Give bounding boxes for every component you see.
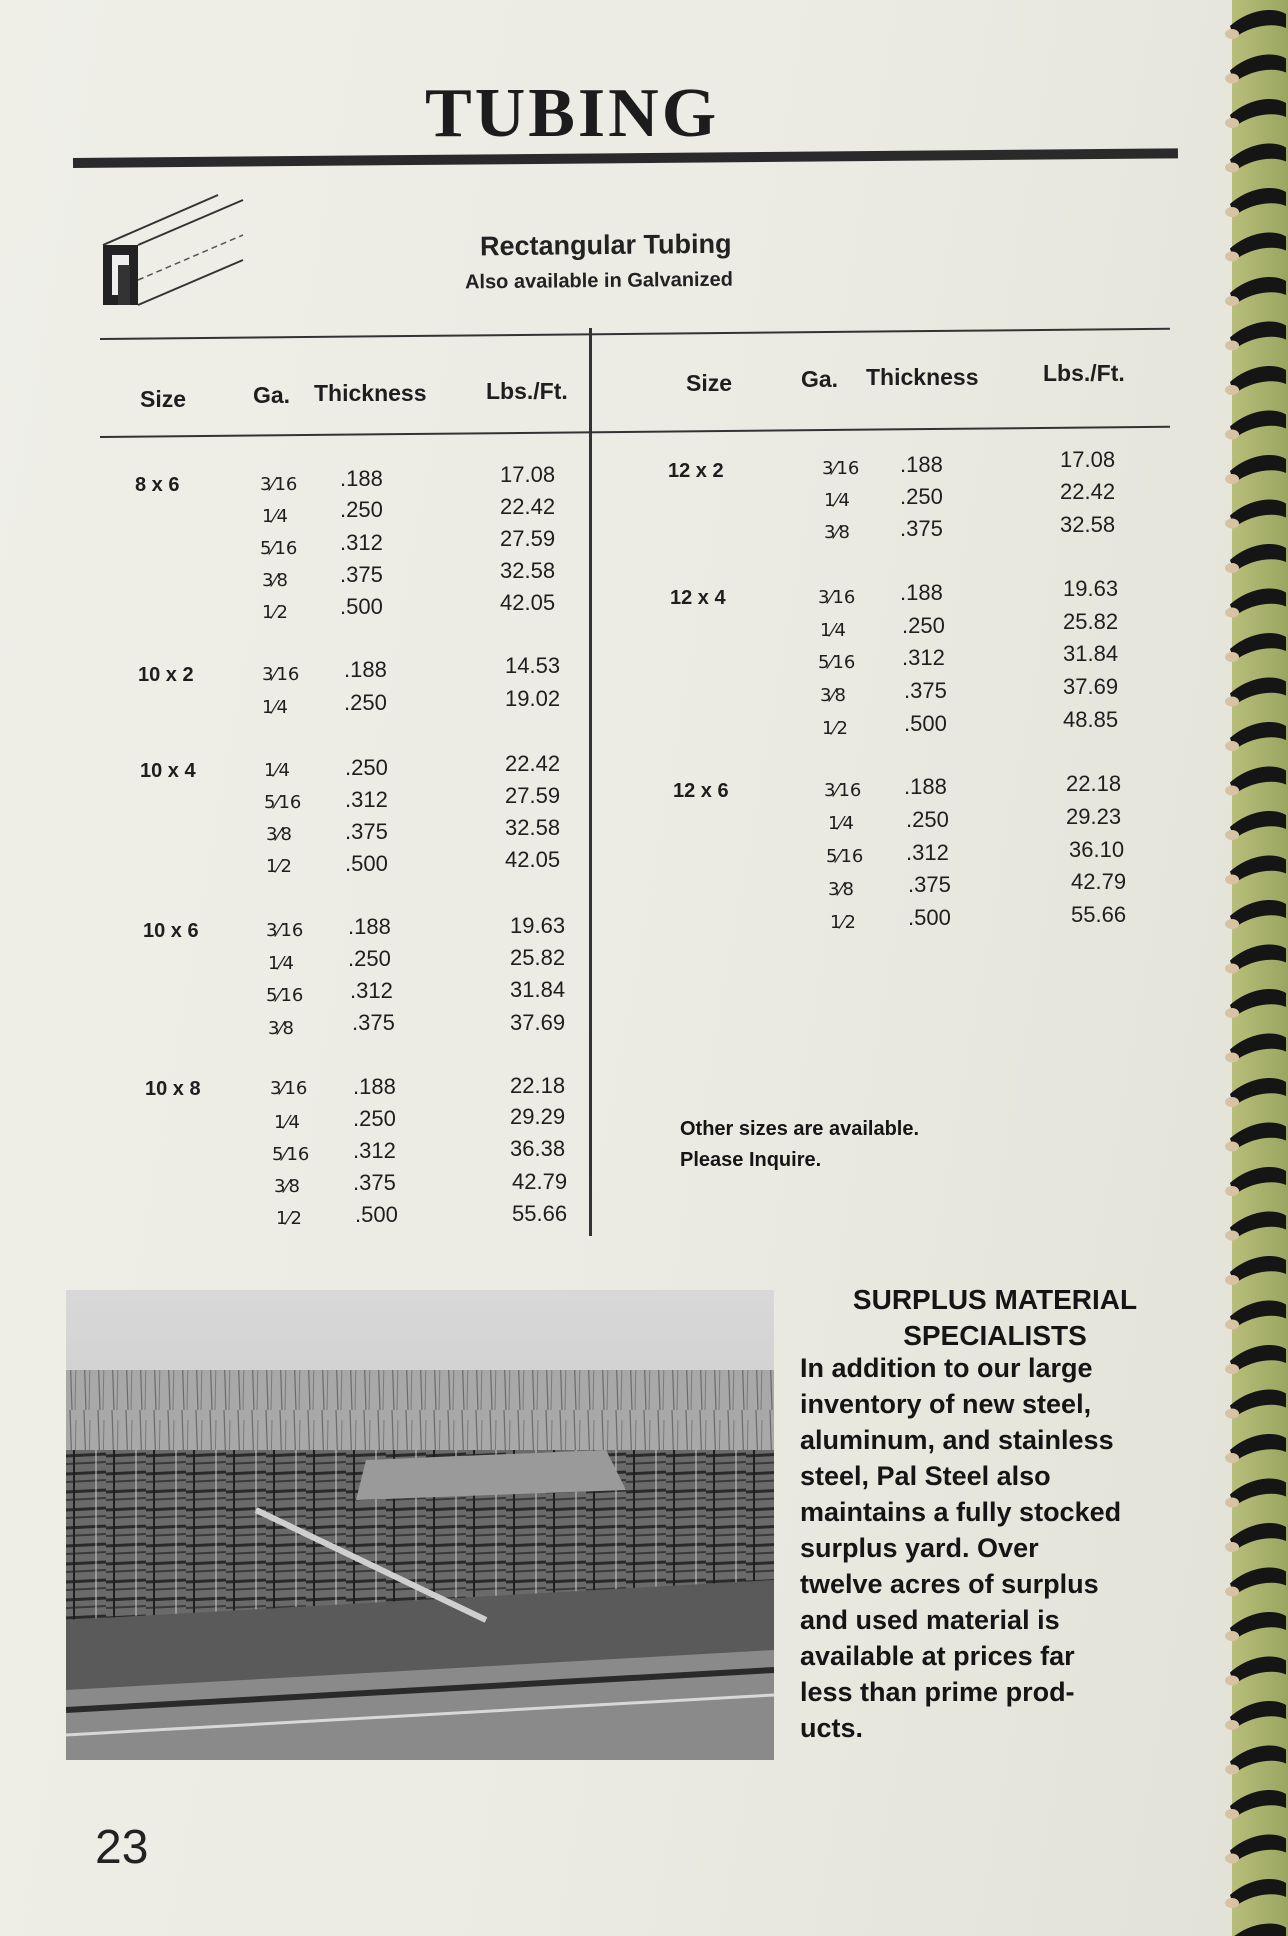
- thickness-value: .500: [340, 594, 383, 619]
- gauge-value: 3⁄8: [828, 879, 854, 900]
- binding-hole: [1225, 1854, 1239, 1864]
- surplus-heading: [790, 1282, 1200, 1354]
- binding-hole: [1225, 430, 1239, 440]
- binding-hole: [1225, 74, 1239, 84]
- surplus-heading-line: SPECIALISTS: [903, 1320, 1087, 1351]
- size-label: 12 x 2: [668, 460, 724, 482]
- thickness-value: .188: [904, 774, 947, 799]
- description-line: steel, Pal Steel also: [800, 1461, 1051, 1491]
- binding-hole: [1225, 1053, 1239, 1063]
- thickness-value: .375: [340, 562, 383, 587]
- binding-hole: [1225, 296, 1239, 306]
- weight-value: 37.69: [510, 1010, 566, 1035]
- weight-value: 22.42: [505, 751, 561, 776]
- thickness-value: .250: [348, 946, 391, 971]
- page-number: 23: [95, 1821, 149, 1874]
- thickness-value: .500: [908, 905, 951, 930]
- gauge-value: 5⁄16: [826, 846, 864, 867]
- gauge-value: 3⁄16: [260, 474, 298, 495]
- weight-value: 36.38: [510, 1136, 566, 1161]
- weight-value: 22.18: [510, 1073, 566, 1098]
- weight-value: 42.79: [1071, 869, 1127, 894]
- header-size-left: Size: [140, 386, 187, 412]
- binding-hole: [1225, 252, 1239, 262]
- binding-hole: [1225, 118, 1239, 128]
- binding-hole: [1225, 1809, 1239, 1819]
- weight-value: 36.10: [1069, 837, 1125, 862]
- thickness-value: .250: [353, 1106, 396, 1131]
- binding-hole: [1225, 1409, 1239, 1419]
- header-thickness-left: Thickness: [314, 380, 427, 406]
- inquire-line: Please Inquire.: [680, 1149, 822, 1171]
- weight-value: 32.58: [1060, 512, 1116, 537]
- gauge-value: 1⁄4: [820, 620, 846, 641]
- gauge-value: 3⁄8: [274, 1176, 300, 1197]
- weight-value: 22.18: [1066, 771, 1122, 796]
- thickness-value: .375: [352, 1010, 395, 1035]
- thickness-value: .250: [902, 613, 945, 638]
- weight-value: 22.42: [500, 494, 556, 519]
- weight-value: 55.66: [512, 1201, 568, 1226]
- gauge-value: 3⁄16: [822, 458, 860, 479]
- weight-value: 42.05: [500, 590, 556, 615]
- header-ga-right: Ga.: [801, 366, 839, 392]
- header-lbs-left: Lbs./Ft.: [486, 378, 568, 404]
- binding-hole: [1225, 964, 1239, 974]
- size-label: 10 x 4: [140, 760, 196, 782]
- gauge-value: 1⁄4: [824, 490, 850, 511]
- thickness-value: .375: [345, 819, 388, 844]
- thickness-value: .188: [348, 914, 391, 939]
- size-label: 12 x 6: [673, 780, 729, 802]
- gauge-value: 3⁄8: [268, 1018, 294, 1039]
- gauge-value: 3⁄8: [824, 522, 850, 543]
- column-divider: [589, 328, 592, 1236]
- binding-hole: [1225, 474, 1239, 484]
- binding-hole: [1225, 1142, 1239, 1152]
- gauge-value: 5⁄16: [272, 1144, 310, 1165]
- binding-hole: [1225, 1453, 1239, 1463]
- header-lbs-right: Lbs./Ft.: [1043, 360, 1125, 386]
- binding-hole: [1225, 741, 1239, 751]
- binding-hole: [1225, 29, 1239, 39]
- thickness-value: .250: [906, 807, 949, 832]
- thickness-value: .375: [353, 1170, 396, 1195]
- binding-hole: [1225, 1720, 1239, 1730]
- weight-value: 32.58: [500, 558, 556, 583]
- gauge-value: 3⁄16: [824, 780, 862, 801]
- gauge-value: 3⁄16: [266, 920, 304, 941]
- gauge-value: 3⁄16: [262, 664, 300, 685]
- thickness-value: .500: [355, 1202, 398, 1227]
- gauge-value: 5⁄16: [260, 538, 298, 559]
- header-ga-left: Ga.: [253, 382, 291, 408]
- binding-hole: [1225, 1676, 1239, 1686]
- size-label: 12 x 4: [670, 587, 726, 609]
- thickness-value: .375: [904, 678, 947, 703]
- table-header-rule: [100, 426, 1170, 438]
- binding-hole: [1225, 563, 1239, 573]
- weight-value: 31.84: [1063, 641, 1119, 666]
- thickness-value: .500: [904, 711, 947, 736]
- gauge-value: 3⁄16: [270, 1078, 308, 1099]
- gauge-value: 1⁄2: [262, 602, 288, 623]
- thickness-value: .250: [340, 497, 383, 522]
- other-sizes-note: [680, 1114, 1020, 1176]
- binding-hole: [1225, 697, 1239, 707]
- weight-value: 17.08: [1060, 447, 1116, 472]
- binding-hole: [1225, 1231, 1239, 1241]
- weight-value: 22.42: [1060, 479, 1116, 504]
- description-line: aluminum, and stainless: [800, 1425, 1114, 1455]
- thickness-value: .188: [344, 657, 387, 682]
- gauge-value: 1⁄2: [276, 1208, 302, 1229]
- surplus-description: [800, 1350, 1200, 1746]
- thickness-value: .312: [902, 645, 945, 670]
- thickness-value: .312: [350, 978, 393, 1003]
- size-label: 10 x 2: [138, 664, 194, 686]
- size-label: 8 x 6: [135, 474, 180, 496]
- binding-hole: [1225, 1186, 1239, 1196]
- binding-hole: [1225, 163, 1239, 173]
- page-title: TUBING: [425, 75, 720, 152]
- binding-hole: [1225, 608, 1239, 618]
- binding-hole: [1225, 1008, 1239, 1018]
- thickness-value: .250: [900, 484, 943, 509]
- binding-hole: [1225, 875, 1239, 885]
- binding-hole: [1225, 1097, 1239, 1107]
- binding-hole: [1225, 1498, 1239, 1508]
- description-line: twelve acres of surplus: [800, 1569, 1099, 1599]
- gauge-value: 1⁄2: [830, 912, 856, 933]
- weight-value: 48.85: [1063, 707, 1119, 732]
- description-line: less than prime prod-: [800, 1677, 1075, 1707]
- surplus-heading-line: SURPLUS MATERIAL: [852, 1284, 1138, 1315]
- gauge-value: 5⁄16: [818, 652, 856, 673]
- gauge-value: 1⁄2: [266, 856, 292, 877]
- description-line: ucts.: [800, 1713, 864, 1743]
- binding-hole: [1225, 1364, 1239, 1374]
- binding-hole: [1225, 1765, 1239, 1775]
- thickness-value: .375: [908, 872, 951, 897]
- binding-hole: [1225, 1542, 1239, 1552]
- section-subtitle: Rectangular Tubing: [479, 228, 732, 262]
- gauge-value: 5⁄16: [266, 985, 304, 1006]
- gauge-value: 1⁄4: [268, 953, 294, 974]
- gauge-value: 3⁄8: [820, 685, 846, 706]
- rectangular-tube-icon: [98, 185, 248, 320]
- weight-value: 29.29: [510, 1104, 566, 1129]
- binding-hole: [1225, 341, 1239, 351]
- weight-value: 29.23: [1066, 804, 1122, 829]
- weight-value: 27.59: [500, 526, 556, 551]
- gauge-value: 1⁄4: [262, 697, 288, 718]
- gauge-value: 5⁄16: [264, 792, 302, 813]
- binding-hole: [1225, 1631, 1239, 1641]
- weight-value: 19.02: [505, 686, 561, 711]
- description-line: available at prices far: [800, 1641, 1075, 1671]
- thickness-value: .188: [340, 466, 383, 491]
- binding-hole: [1225, 1587, 1239, 1597]
- thickness-value: .250: [344, 690, 387, 715]
- gauge-value: 1⁄4: [262, 506, 288, 527]
- gauge-value: 3⁄16: [818, 587, 856, 608]
- other-sizes-line: Other sizes are available.: [680, 1118, 920, 1140]
- binding-hole: [1225, 519, 1239, 529]
- surplus-yard-photo: [66, 1290, 774, 1760]
- description-line: In addition to our large: [800, 1353, 1093, 1383]
- weight-value: 31.84: [510, 977, 566, 1002]
- weight-value: 32.58: [505, 815, 561, 840]
- weight-value: 42.79: [512, 1169, 568, 1194]
- galvanized-note: Also available in Galvanized: [464, 268, 733, 294]
- thickness-value: .312: [906, 840, 949, 865]
- gauge-value: 3⁄8: [266, 824, 292, 845]
- gauge-value: 1⁄4: [828, 813, 854, 834]
- weight-value: 27.59: [505, 783, 561, 808]
- header-size-right: Size: [686, 370, 733, 396]
- binding-hole: [1225, 830, 1239, 840]
- binding-hole: [1225, 385, 1239, 395]
- size-label: 10 x 8: [145, 1078, 201, 1100]
- thickness-value: .188: [900, 580, 943, 605]
- weight-value: 19.63: [510, 913, 566, 938]
- thickness-value: .312: [340, 530, 383, 555]
- gauge-value: 1⁄4: [264, 760, 290, 781]
- gauge-value: 1⁄4: [274, 1112, 300, 1133]
- binding-hole: [1225, 652, 1239, 662]
- binding-hole: [1225, 207, 1239, 217]
- description-line: surplus yard. Over: [800, 1533, 1039, 1563]
- thickness-value: .250: [345, 755, 388, 780]
- thickness-value: .500: [345, 851, 388, 876]
- weight-value: 25.82: [1063, 609, 1119, 634]
- weight-value: 17.08: [500, 462, 556, 487]
- weight-value: 55.66: [1071, 902, 1127, 927]
- thickness-value: .188: [900, 452, 943, 477]
- thickness-value: .312: [345, 787, 388, 812]
- description-line: and used material is: [800, 1605, 1060, 1635]
- header-thickness-right: Thickness: [866, 364, 979, 390]
- table-top-rule: [100, 328, 1170, 340]
- weight-value: 25.82: [510, 945, 566, 970]
- spiral-binding: [1168, 0, 1288, 1936]
- gauge-value: 1⁄2: [822, 718, 848, 739]
- weight-value: 42.05: [505, 847, 561, 872]
- binding-hole: [1225, 919, 1239, 929]
- binding-coil: [1230, 1924, 1286, 1936]
- gauge-value: 3⁄8: [262, 570, 288, 591]
- weight-value: 19.63: [1063, 576, 1119, 601]
- binding-hole: [1225, 1275, 1239, 1285]
- description-line: maintains a fully stocked: [800, 1497, 1122, 1527]
- thickness-value: .375: [900, 516, 943, 541]
- binding-hole: [1225, 1320, 1239, 1330]
- binding-hole: [1225, 786, 1239, 796]
- description-line: inventory of new steel,: [800, 1389, 1092, 1419]
- thickness-value: .188: [353, 1074, 396, 1099]
- binding-hole: [1225, 1898, 1239, 1908]
- size-label: 10 x 6: [143, 920, 199, 942]
- thickness-value: .312: [353, 1138, 396, 1163]
- weight-value: 14.53: [505, 653, 561, 678]
- weight-value: 37.69: [1063, 674, 1119, 699]
